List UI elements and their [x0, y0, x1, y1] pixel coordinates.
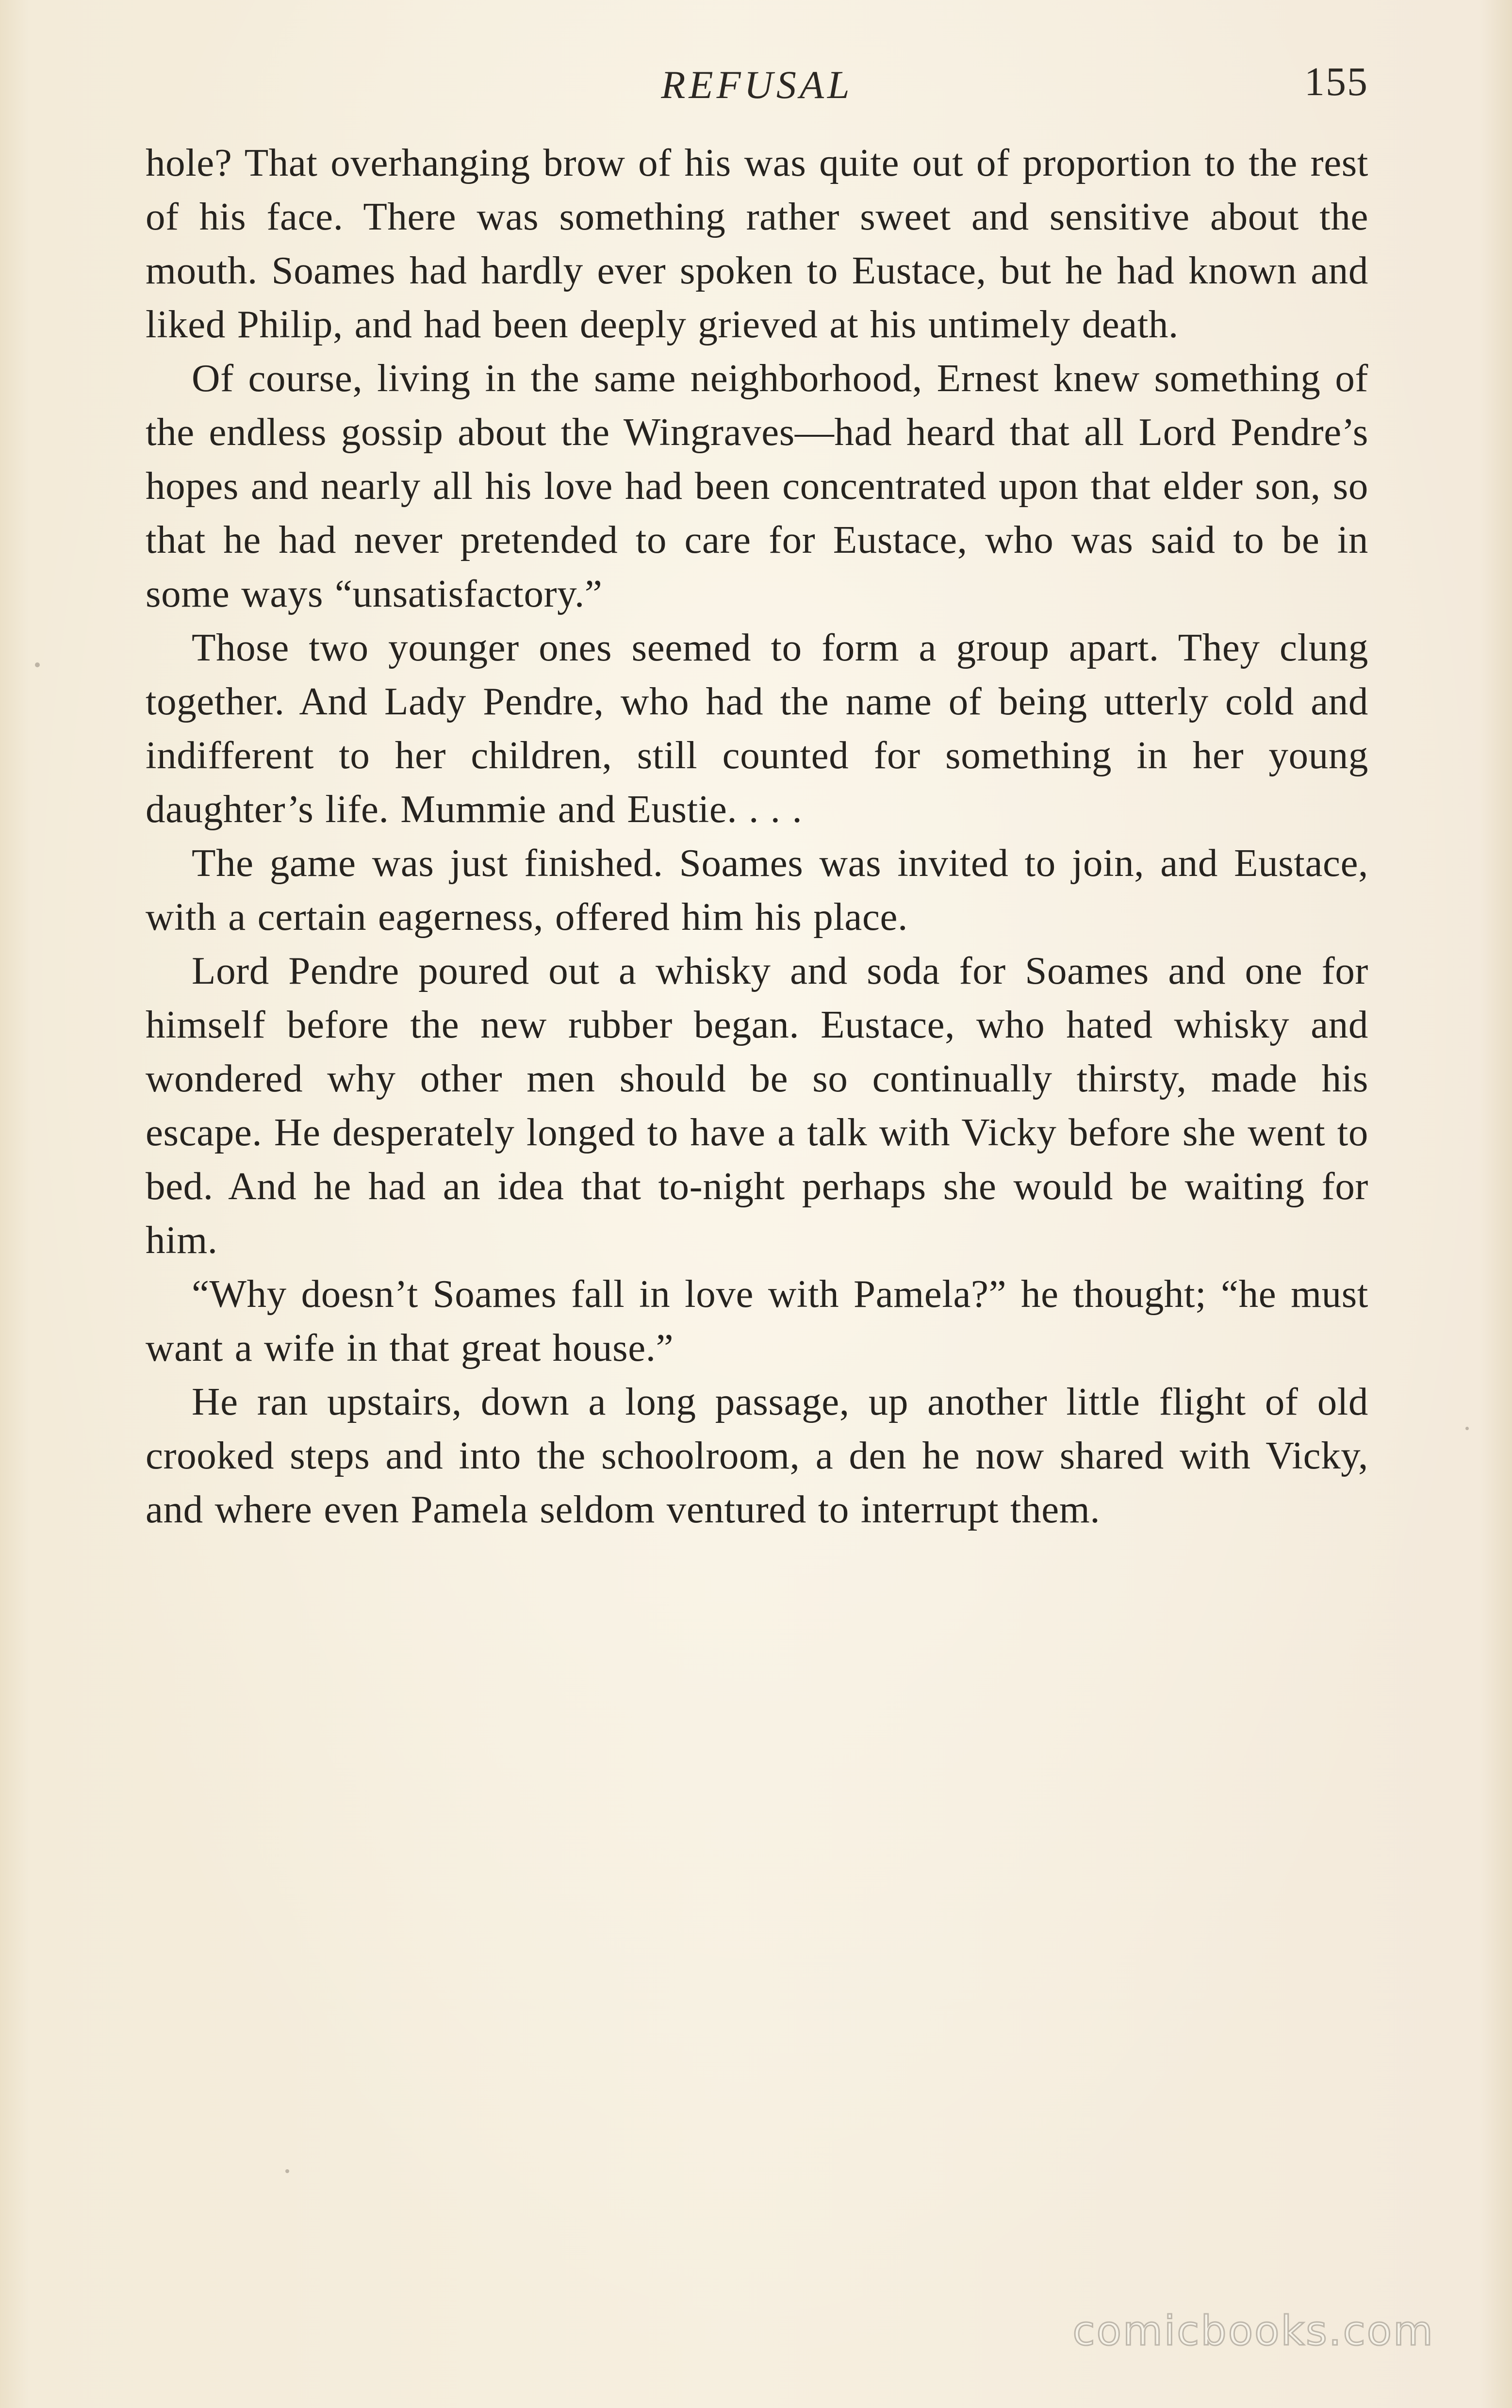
paragraph: “Why doesn’t Soames fall in love with Pamela?” he thought; “he must want a wife in that great house.”	[146, 1272, 1368, 1369]
paragraph: Lord Pendre poured out a whisky and soda for Soames and one for himself before the new rubber began. Eustace, who hated whisky and wondered why other men should be so continually thirsty, made his escape. He desperately longed to have a talk with Vicky before she went to bed. And he had an idea that to-night perhaps she would be waiting for him.	[146, 949, 1368, 1262]
body-text	[146, 136, 1368, 1536]
paragraph: hole? That overhanging brow of his was quite out of proportion to the rest of his face. There was something rather sweet and sensitive about the mouth. Soames had hardly ever spoken to Eustace, but he had known and liked Philip, and had been deeply grieved at his untimely death.	[146, 141, 1368, 346]
paper-speck	[1465, 1427, 1469, 1430]
watermark: comicbooks.com	[1072, 2307, 1434, 2355]
paragraph: He ran upstairs, down a long passage, up another little flight of old crooked steps and into the schoolroom, a den he now shared with Vicky, and where even Pamela seldom ventured to interrupt them.	[146, 1380, 1368, 1531]
paper-speck	[35, 662, 40, 667]
paragraph: Those two younger ones seemed to form a group apart. They clung together. And Lady Pendre, who had the name of being utterly cold and indifferent to her children, still counted for something in her young daughter’s life. Mummie and Eustie. . . .	[146, 626, 1368, 831]
paragraph: The game was just finished. Soames was invited to join, and Eustace, with a certain eagerness, offered him his place.	[146, 841, 1368, 939]
page-number: 155	[1304, 59, 1368, 104]
running-header	[146, 58, 1368, 112]
paragraph: Of course, living in the same neighborhood, Ernest knew something of the endless gossip about the Wingraves—had heard that all Lord Pendre’s hopes and nearly all his love had been concentrated upon that elder son, so that he had never pretended to care for Eustace, who was said to be in some ways “unsatisfactory.”	[146, 356, 1368, 615]
running-title: REFUSAL	[661, 63, 853, 107]
paper-speck	[285, 2169, 289, 2173]
